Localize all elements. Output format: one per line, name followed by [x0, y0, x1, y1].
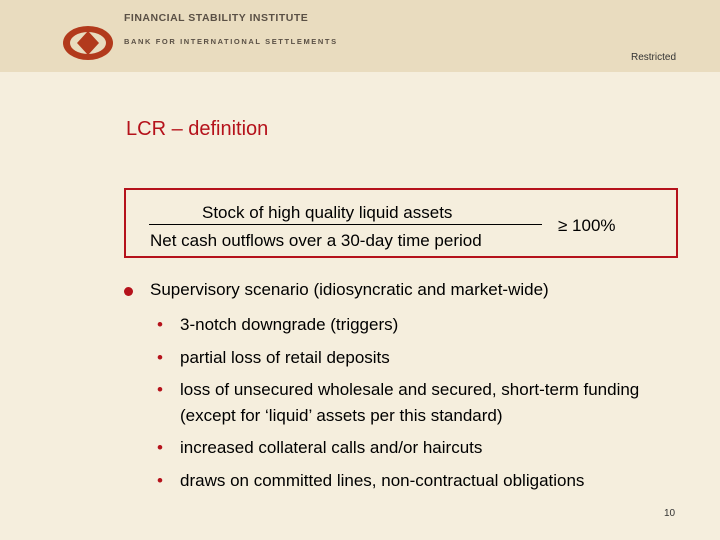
- bullet-icon: •: [157, 438, 163, 457]
- bullet-icon: •: [157, 470, 163, 490]
- brand-name: FINANCIAL STABILITY INSTITUTE: [124, 12, 309, 24]
- list-item: [155, 468, 675, 494]
- list-item: [155, 345, 675, 371]
- main-bullet: Supervisory scenario (idiosyncratic and market-wide): [150, 280, 549, 299]
- brand-subtitle: BANK FOR INTERNATIONAL SETTLEMENTS: [124, 37, 338, 46]
- bullet-dot-icon: [124, 287, 133, 296]
- list-item: [155, 312, 675, 338]
- formula-comparison: ≥ 100%: [558, 216, 616, 235]
- list-item: [155, 377, 660, 428]
- header-band: [0, 0, 720, 72]
- list-item-text: loss of unsecured wholesale and secured, short-term funding (except for ‘liquid’ assets per this standard): [180, 380, 640, 425]
- page-number: 10: [664, 508, 676, 519]
- bullet-icon: •: [157, 380, 163, 399]
- classification-label: Restricted: [630, 52, 676, 63]
- list-item-text: increased collateral calls and/or haircuts: [180, 438, 483, 457]
- bullet-icon: •: [157, 347, 163, 367]
- list-item-text: partial loss of retail deposits: [180, 347, 390, 367]
- sub-bullet-list: [155, 312, 675, 493]
- bullet-icon: •: [157, 315, 163, 334]
- formula-box: [124, 188, 678, 258]
- formula-numerator: Stock of high quality liquid assets: [202, 203, 453, 222]
- list-item: [155, 435, 675, 461]
- fraction-line: [149, 224, 542, 225]
- list-item-text: 3-notch downgrade (triggers): [180, 315, 399, 334]
- formula-denominator: Net cash outflows over a 30-day time period: [150, 231, 482, 250]
- bis-logo-icon: [62, 24, 114, 62]
- slide-title: LCR – definition: [126, 118, 269, 140]
- list-item-text: draws on committed lines, non-contractual obligations: [180, 470, 585, 490]
